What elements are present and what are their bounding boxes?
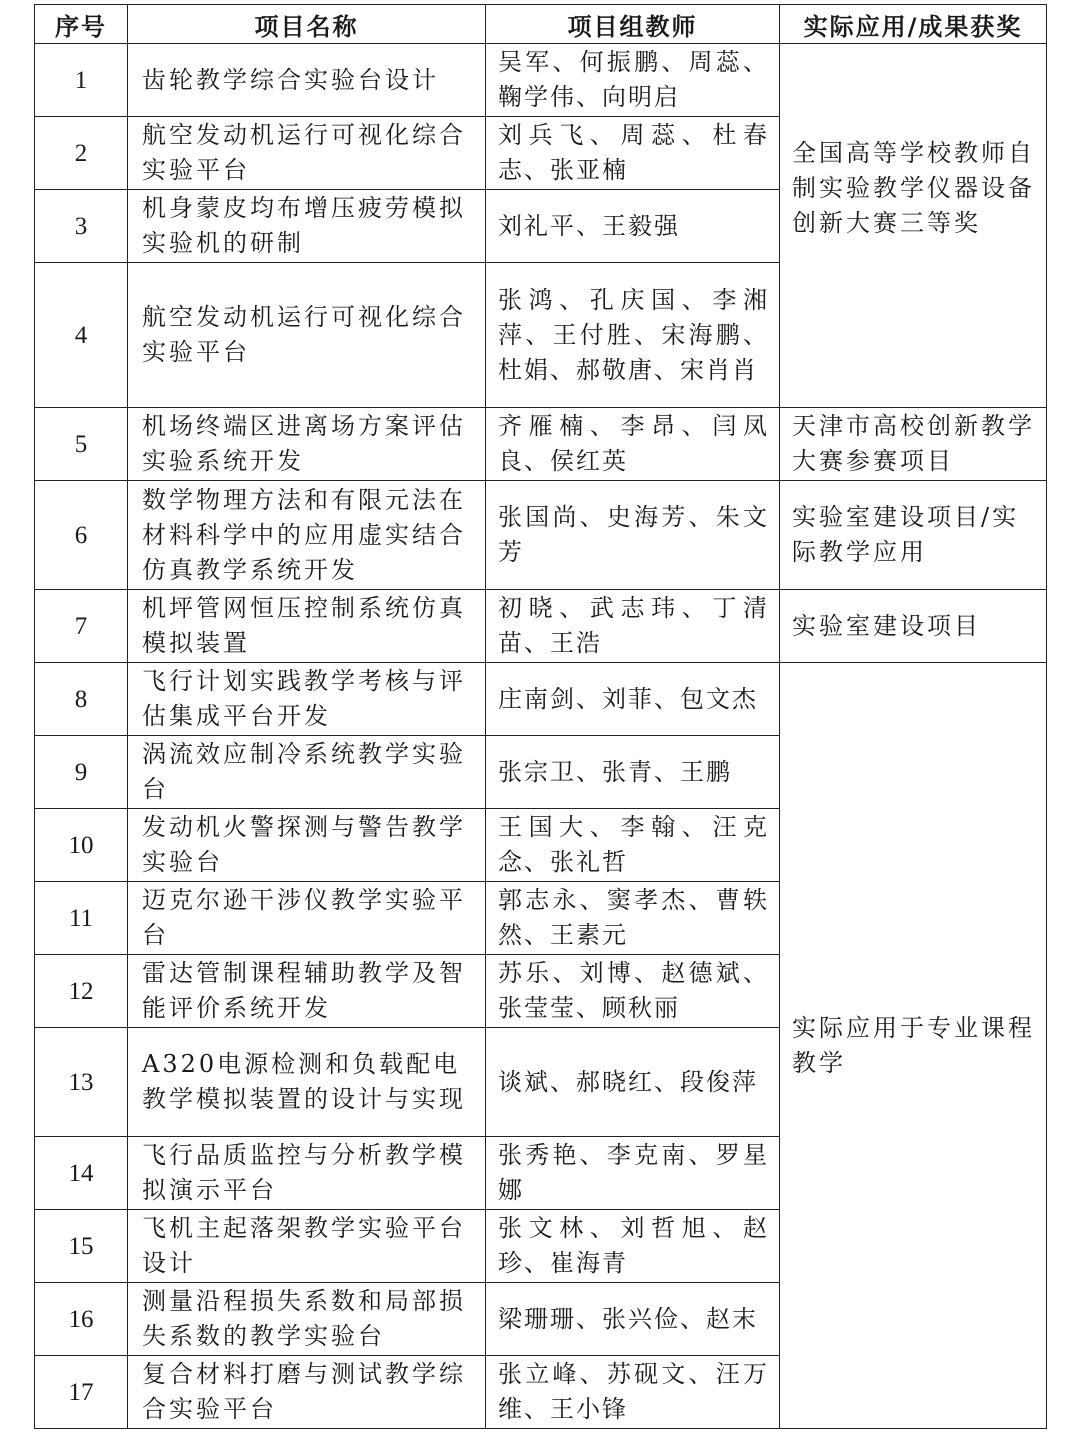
row-index: 9 (35, 736, 128, 809)
project-teachers: 齐雁楠、李昂、闫凤良、侯红英 (486, 408, 780, 481)
project-name: 复合材料打磨与测试教学综合实验平台 (128, 1356, 486, 1429)
project-name: 测量沿程损失系数和局部损失系数的教学实验台 (128, 1283, 486, 1356)
project-name: 数学物理方法和有限元法在材料科学中的应用虚实结合仿真教学系统开发 (128, 481, 486, 590)
header-name: 项目名称 (128, 5, 486, 44)
project-name: 飞机主起落架教学实验平台设计 (128, 1210, 486, 1283)
row-index: 2 (35, 117, 128, 190)
project-name: 迈克尔逊干涉仪教学实验平台 (128, 882, 486, 955)
row-index: 14 (35, 1137, 128, 1210)
table-row (35, 663, 1047, 736)
project-teachers: 张立峰、苏砚文、汪万维、王小锋 (486, 1356, 780, 1429)
row-index: 13 (35, 1028, 128, 1137)
table-row (35, 590, 1047, 663)
table-row (35, 481, 1047, 590)
header-award: 实际应用/成果获奖 (780, 5, 1047, 44)
project-teachers: 王国大、李翰、汪克念、张礼哲 (486, 809, 780, 882)
project-teachers: 郭志永、窦孝杰、曹轶然、王素元 (486, 882, 780, 955)
award-cell: 天津市高校创新教学大赛参赛项目 (780, 408, 1047, 481)
project-name: 航空发动机运行可视化综合实验平台 (128, 117, 486, 190)
row-index: 5 (35, 408, 128, 481)
project-teachers: 梁珊珊、张兴俭、赵末 (486, 1283, 780, 1356)
row-index: 6 (35, 481, 128, 590)
project-teachers: 庄南剑、刘菲、包文杰 (486, 663, 780, 736)
project-teachers: 张宗卫、张青、王鹏 (486, 736, 780, 809)
award-cell: 实验室建设项目 (780, 590, 1047, 663)
project-teachers: 谈斌、郝晓红、段俊萍 (486, 1028, 780, 1137)
project-name: 机场终端区进离场方案评估实验系统开发 (128, 408, 486, 481)
project-name: 航空发动机运行可视化综合实验平台 (128, 263, 486, 408)
row-index: 15 (35, 1210, 128, 1283)
header-index: 序号 (35, 5, 128, 44)
project-name: A320电源检测和负载配电教学模拟装置的设计与实现 (128, 1028, 486, 1137)
project-teachers: 初晓、武志玮、丁清苗、王浩 (486, 590, 780, 663)
row-index: 1 (35, 44, 128, 117)
project-teachers: 刘礼平、王毅强 (486, 190, 780, 263)
project-teachers: 张鸿、孔庆国、李湘萍、王付胜、宋海鹏、杜娟、郝敬唐、宋肖肖 (486, 263, 780, 408)
project-table (34, 4, 1047, 1429)
project-teachers: 张文林、刘哲旭、赵珍、崔海青 (486, 1210, 780, 1283)
award-cell: 全国高等学校教师自制实验教学仪器设备创新大赛三等奖 (780, 44, 1047, 408)
project-teachers: 吴军、何振鹏、周蕊、鞠学伟、向明启 (486, 44, 780, 117)
row-index: 16 (35, 1283, 128, 1356)
row-index: 4 (35, 263, 128, 408)
project-teachers: 张秀艳、李克南、罗星娜 (486, 1137, 780, 1210)
award-cell: 实际应用于专业课程教学 (780, 663, 1047, 1429)
project-name: 发动机火警探测与警告教学实验台 (128, 809, 486, 882)
header-teachers: 项目组教师 (486, 5, 780, 44)
project-name: 雷达管制课程辅助教学及智能评价系统开发 (128, 955, 486, 1028)
row-index: 17 (35, 1356, 128, 1429)
table-row (35, 44, 1047, 117)
project-name: 涡流效应制冷系统教学实验台 (128, 736, 486, 809)
row-index: 7 (35, 590, 128, 663)
header-row (35, 5, 1047, 44)
row-index: 10 (35, 809, 128, 882)
table-row (35, 408, 1047, 481)
project-name: 飞行品质监控与分析教学模拟演示平台 (128, 1137, 486, 1210)
row-index: 11 (35, 882, 128, 955)
project-name: 齿轮教学综合实验台设计 (128, 44, 486, 117)
row-index: 3 (35, 190, 128, 263)
project-name: 机身蒙皮均布增压疲劳模拟实验机的研制 (128, 190, 486, 263)
project-teachers: 刘兵飞、周蕊、杜春志、张亚楠 (486, 117, 780, 190)
project-teachers: 张国尚、史海芳、朱文芳 (486, 481, 780, 590)
row-index: 12 (35, 955, 128, 1028)
project-teachers: 苏乐、刘博、赵德斌、张莹莹、顾秋丽 (486, 955, 780, 1028)
project-name: 机坪管网恒压控制系统仿真模拟装置 (128, 590, 486, 663)
project-name: 飞行计划实践教学考核与评估集成平台开发 (128, 663, 486, 736)
award-cell: 实验室建设项目/实际教学应用 (780, 481, 1047, 590)
row-index: 8 (35, 663, 128, 736)
